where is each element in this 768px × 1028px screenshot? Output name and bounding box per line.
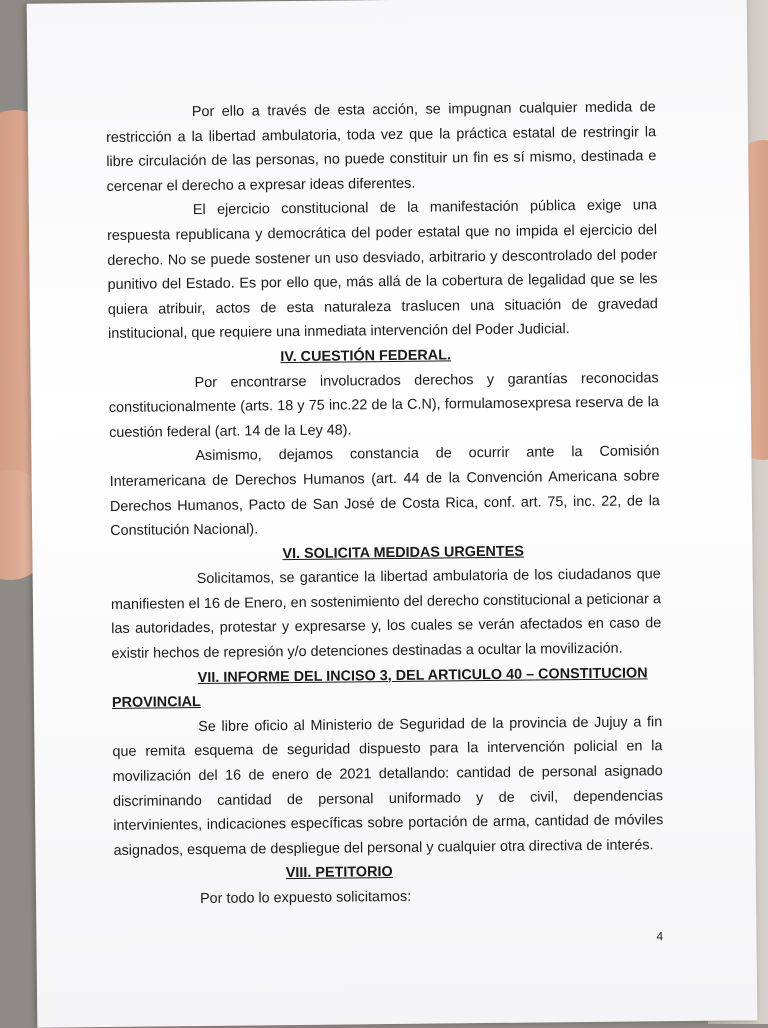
paragraph-impugnacion: Por ello a través de esta acción, se impugnan cualquier medida de restricción a la libertad ambulatoria, toda vez que la práctica estatal de restringir la libre circulación de las personas, no puede constituir un fin es sí mismo, destinada e cercenar el derecho a expresar ideas diferentes. xyxy=(105,99,657,195)
section-heading-vii-continued: PROVINCIAL xyxy=(111,694,201,712)
section-heading-vi: VI. SOLICITA MEDIDAS URGENTES xyxy=(282,543,524,562)
section-heading-iv: IV. CUESTIÓN FEDERAL. xyxy=(280,347,452,366)
document-body xyxy=(106,95,664,912)
document-page xyxy=(27,0,758,1028)
paragraph-informe: Se libre oficio al Ministerio de Seguridad de la provincia de Jujuy a fin que remita esquema de seguridad dispuesto para la intervención policial en la movilización del 16 de enero de 2021 detallando: cantidad de personal asignado discriminando cantidad de personal uniformado y de civil, dependencias intervinientes, indicaciones específicas sobre portación de arma, cantidad de móviles asignados, esquema de despliegue del personal y cualquier otra directiva de interés. xyxy=(112,714,664,859)
paragraph-comision-interamericana: Asimismo, dejamos constancia de ocurrir ante la Comisión Interamericana de Derechos Humanos (art. 44 de la Convención Americana sobre Derechos Humanos, Pacto de San José de Costa Rica, conf. art. 75, inc. 22, de la Constitución Nacional). xyxy=(109,443,660,540)
section-heading-vii: VII. INFORME DEL INCISO 3, DEL ARTICULO 40 – CONSTITUCION xyxy=(197,664,648,686)
paragraph-petitorio: Por todo lo expuesto solicitamos: xyxy=(199,888,412,908)
page-number: 4 xyxy=(656,929,664,944)
paragraph-reserva-federal: Por encontrarse involucrados derechos y garantías reconocidas constitucionalmente (arts. 18 y 75 inc.22 de la C.N), formulamosexpresa reserva de la cuestión federal (art. 14 de la Ley 48). xyxy=(108,369,659,441)
paragraph-manifestacion: El ejercicio constitucional de la manifestación pública exige una respuesta republicana y democrática del poder estatal que no impida el ejercicio del derecho. No se puede sostener un uso desviado, arbitrario y descontrolado del poder punitivo del Estado. Es por ello que, más allá de la cobertura de legalidad que se les quiera atribuir, actos de esta naturaleza traslucen una situación de gravedad institucional, que requiere una inmediata intervención del Poder Judicial. xyxy=(107,197,658,343)
section-heading-viii: VIII. PETITORIO xyxy=(285,864,393,882)
paragraph-medidas-urgentes: Solicitamos, se garantice la libertad ambulatoria de los ciudadanos que manifiesten el 16 de Enero, en sostenimiento del derecho constitucional a peticionar a las autoridades, protestar y expresarse y, los cuales se verán afectados en caso de existir hechos de represión y/o detenciones destinadas a ocultar la movilización. xyxy=(110,566,662,663)
